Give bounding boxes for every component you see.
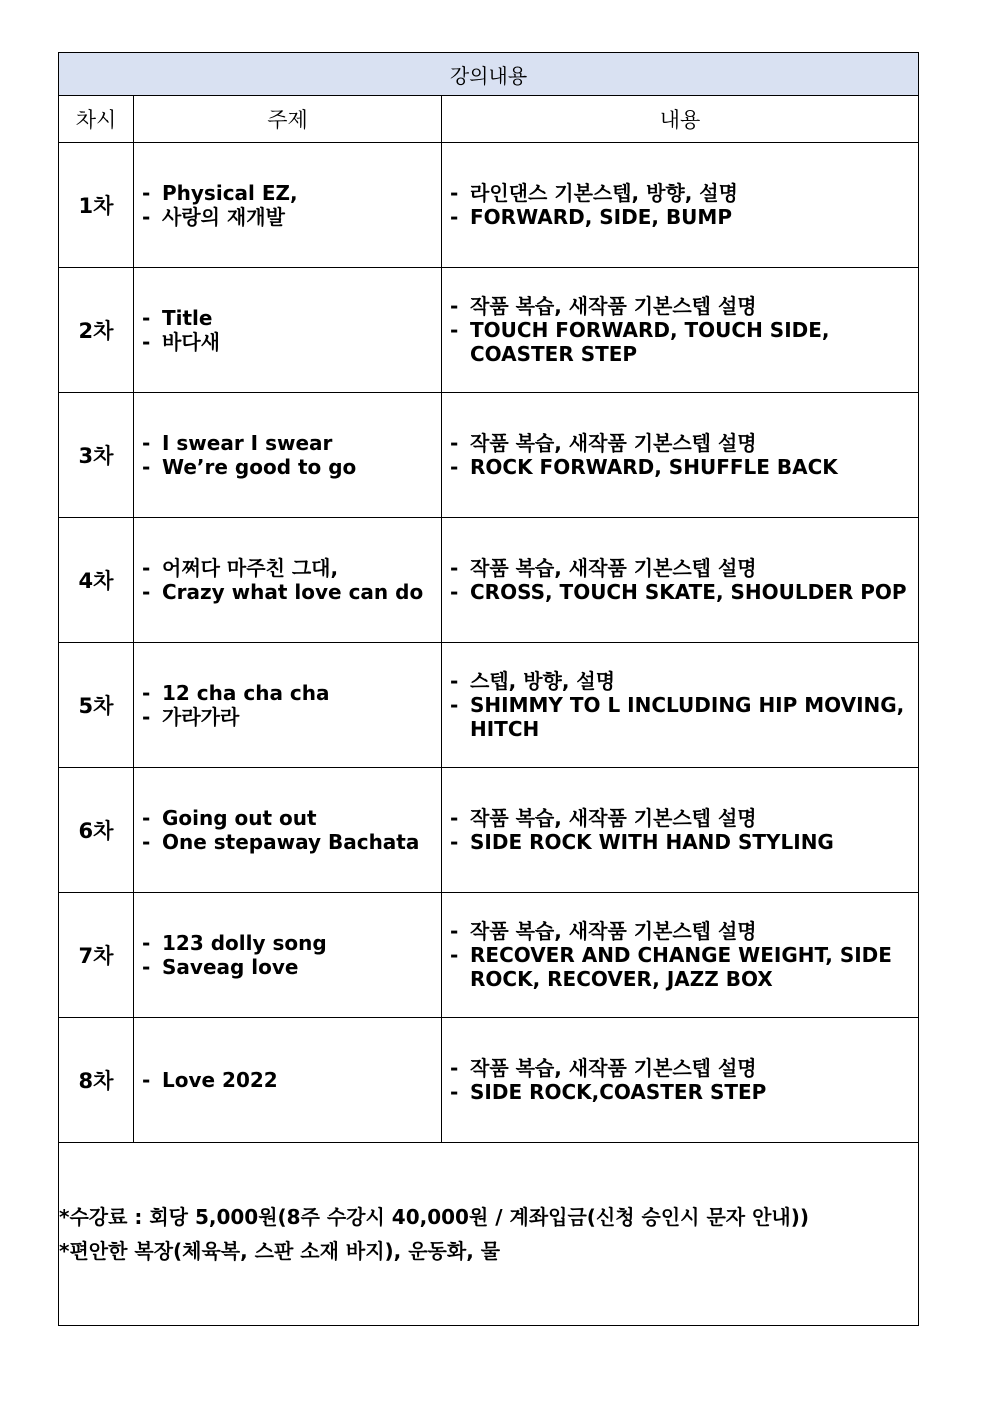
table-title-row	[59, 53, 919, 96]
lecture-schedule-table	[58, 52, 919, 1326]
content-item: - RECOVER AND CHANGE WEIGHT, SIDE ROCK, RECOVER, JAZZ BOX	[450, 943, 912, 991]
session-cell: 6차	[59, 768, 134, 893]
table-row	[59, 518, 919, 643]
fee-note: *수강료 : 회당 5,000원(8주 수강시 40,000원 / 계좌입금(신청 승인시 문자 안내))	[59, 1205, 809, 1229]
content-list	[442, 431, 918, 479]
header-session: 차시	[59, 96, 134, 143]
notes-row	[59, 1143, 919, 1326]
content-cell	[442, 643, 919, 768]
topic-cell	[134, 643, 442, 768]
content-list	[442, 919, 918, 991]
content-list	[442, 181, 918, 229]
content-item: - 작품 복습, 새작품 기본스텝 설명	[450, 919, 912, 943]
content-cell	[442, 268, 919, 393]
topic-list	[134, 431, 441, 479]
table-title: 강의내용	[59, 53, 919, 96]
notes-cell	[59, 1143, 919, 1326]
content-list	[442, 669, 918, 741]
topic-list	[134, 181, 441, 229]
content-item: - TOUCH FORWARD, TOUCH SIDE, COASTER STEP	[450, 318, 912, 366]
content-item: - 스텝, 방향, 설명	[450, 669, 912, 693]
table-row	[59, 893, 919, 1018]
topic-item: - Crazy what love can do	[142, 580, 435, 604]
session-cell: 3차	[59, 393, 134, 518]
topic-item: - Love 2022	[142, 1068, 435, 1092]
content-item: - 작품 복습, 새작품 기본스텝 설명	[450, 294, 912, 318]
topic-item: - 어쩌다 마주친 그대,	[142, 556, 435, 580]
topic-cell	[134, 518, 442, 643]
content-cell	[442, 768, 919, 893]
topic-cell	[134, 1018, 442, 1143]
topic-list	[134, 556, 441, 604]
table-row	[59, 393, 919, 518]
topic-cell	[134, 893, 442, 1018]
session-cell: 4차	[59, 518, 134, 643]
header-content: 내용	[442, 96, 919, 143]
topic-item: - Title	[142, 306, 435, 330]
content-list	[442, 556, 918, 604]
session-cell: 8차	[59, 1018, 134, 1143]
content-list	[442, 294, 918, 366]
content-cell	[442, 893, 919, 1018]
content-item: - SHIMMY TO L INCLUDING HIP MOVING, HITCH	[450, 693, 912, 741]
topic-item: - I swear I swear	[142, 431, 435, 455]
content-item: - CROSS, TOUCH SKATE, SHOULDER POP	[450, 580, 912, 604]
content-item: - 작품 복습, 새작품 기본스텝 설명	[450, 556, 912, 580]
column-header-row	[59, 96, 919, 143]
content-cell	[442, 393, 919, 518]
header-topic: 주제	[134, 96, 442, 143]
content-item: - SIDE ROCK,COASTER STEP	[450, 1080, 912, 1104]
topic-item: - One stepaway Bachata	[142, 830, 435, 854]
topic-list	[134, 306, 441, 354]
attire-note: *편안한 복장(체육복, 스판 소재 바지), 운동화, 물	[59, 1239, 501, 1263]
session-cell: 2차	[59, 268, 134, 393]
content-item: - 작품 복습, 새작품 기본스텝 설명	[450, 431, 912, 455]
topic-list	[134, 1068, 441, 1092]
topic-cell	[134, 393, 442, 518]
table-row	[59, 643, 919, 768]
topic-item: - Saveag love	[142, 955, 435, 979]
topic-cell	[134, 768, 442, 893]
topic-list	[134, 681, 441, 729]
table-row	[59, 268, 919, 393]
topic-item: - 가라가라	[142, 705, 435, 729]
topic-list	[134, 806, 441, 854]
content-cell	[442, 1018, 919, 1143]
topic-item: - We’re good to go	[142, 455, 435, 479]
content-list	[442, 806, 918, 854]
topic-item: - 12 cha cha cha	[142, 681, 435, 705]
content-item: - FORWARD, SIDE, BUMP	[450, 205, 912, 229]
content-cell	[442, 518, 919, 643]
content-list	[442, 1056, 918, 1104]
topic-item: - Going out out	[142, 806, 435, 830]
session-cell: 5차	[59, 643, 134, 768]
session-cell: 1차	[59, 143, 134, 268]
topic-item: - Physical EZ,	[142, 181, 435, 205]
content-item: - 작품 복습, 새작품 기본스텝 설명	[450, 806, 912, 830]
table-row	[59, 1018, 919, 1143]
topic-item: - 123 dolly song	[142, 931, 435, 955]
topic-list	[134, 931, 441, 979]
content-item: - SIDE ROCK WITH HAND STYLING	[450, 830, 912, 854]
topic-cell	[134, 143, 442, 268]
table-row	[59, 768, 919, 893]
schedule-rows	[59, 143, 919, 1143]
content-item: - ROCK FORWARD, SHUFFLE BACK	[450, 455, 912, 479]
content-item: - 라인댄스 기본스텝, 방향, 설명	[450, 181, 912, 205]
content-cell	[442, 143, 919, 268]
topic-item: - 사랑의 재개발	[142, 205, 435, 229]
content-item: - 작품 복습, 새작품 기본스텝 설명	[450, 1056, 912, 1080]
topic-cell	[134, 268, 442, 393]
table-row	[59, 143, 919, 268]
topic-item: - 바다새	[142, 330, 435, 354]
session-cell: 7차	[59, 893, 134, 1018]
